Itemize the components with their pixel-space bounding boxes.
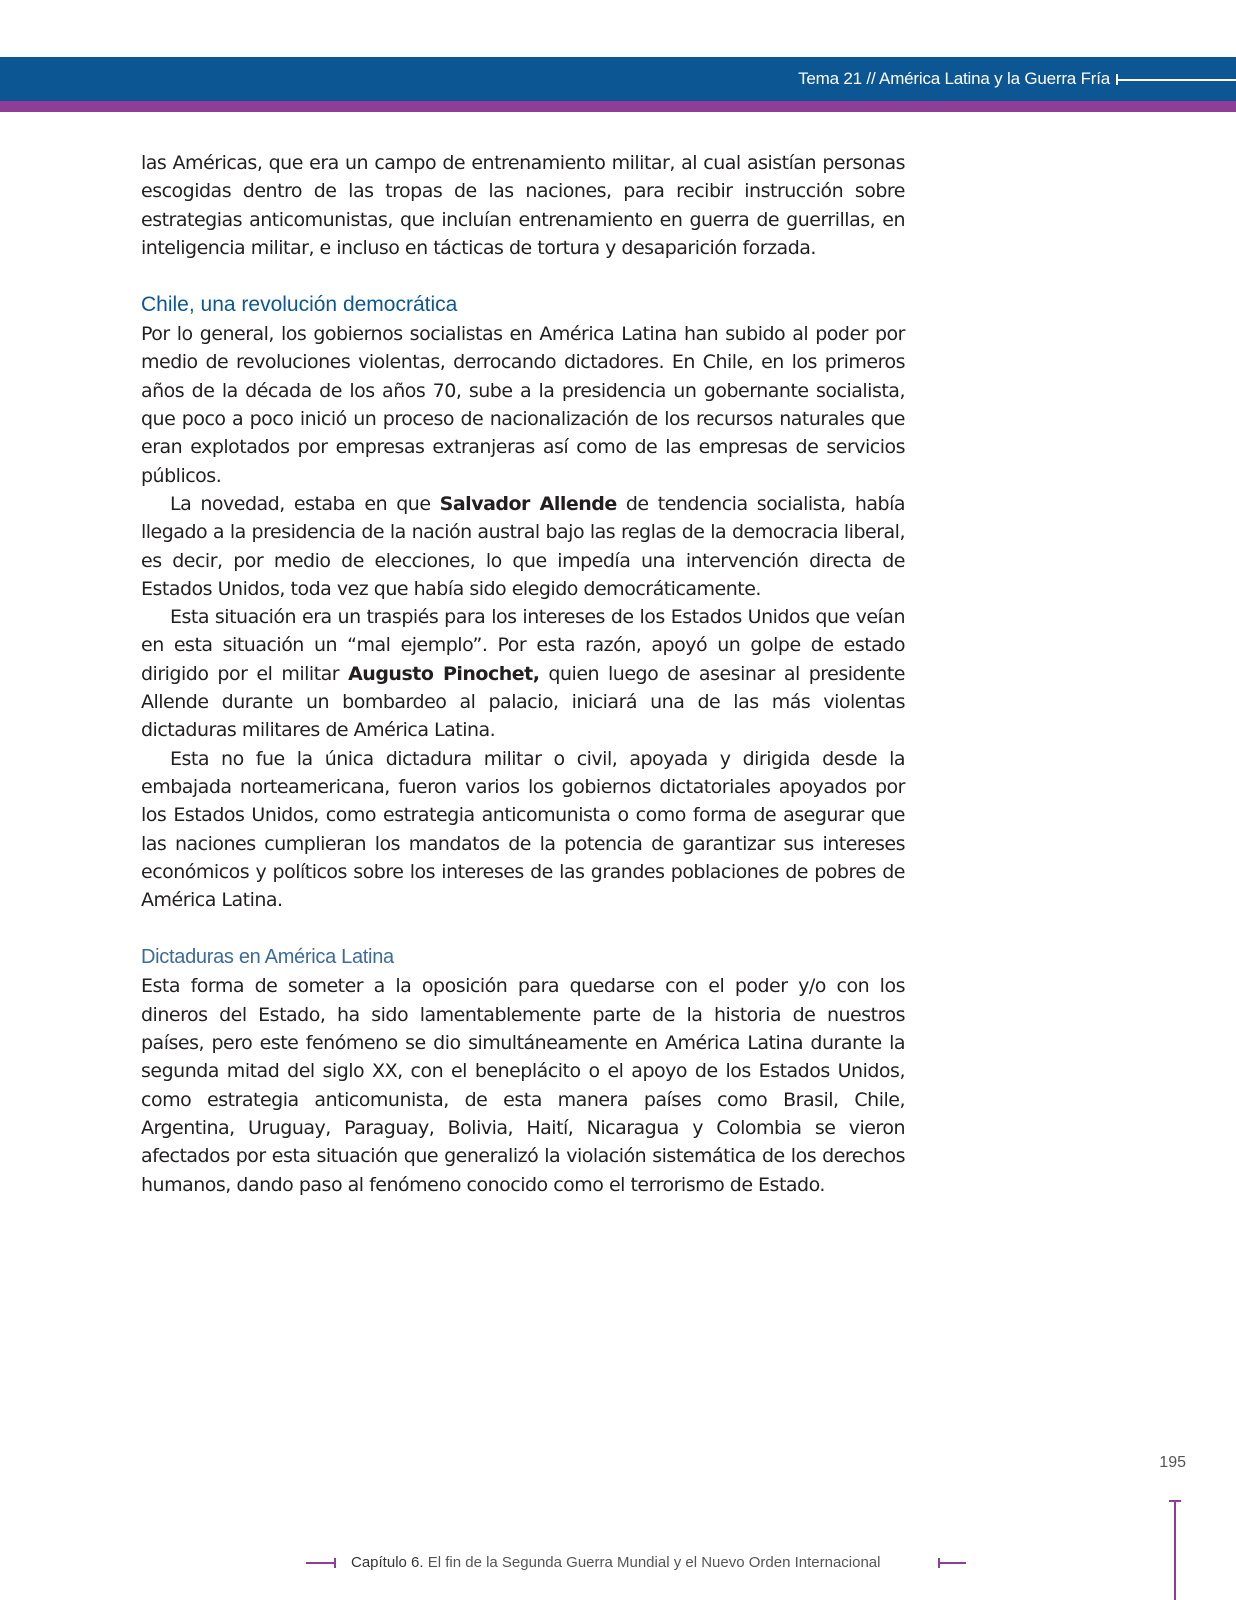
paragraph-text: Esta situación era un traspiés para los intereses de los Estados Unidos que veían en esta situación un “mal ejemplo”. Por esta razón, apoyó un golpe de estado dirigido por el militar [141, 606, 905, 685]
bold-name-allende: Salvador Allende [439, 492, 617, 515]
paragraph: Por lo general, los gobiernos socialistas en América Latina han subido al poder por medio de revoluciones violentas, derrocando dictadores. En Chile, en los primeros años de la década de los años 70, sube a la presidencia un gobernante socialista, que poco a poco inició un proceso de nacionalización de los recursos naturales que eran explotados por empresas extranjeras así como de las empresas de servicios públicos. [141, 323, 905, 487]
footer-chapter-title: El fin de la Segunda Guerra Mundial y el Nuevo Orden Internacional [423, 1554, 881, 1571]
footer-right-rule-tick [938, 1558, 940, 1568]
section-heading-chile: Chile, una revolución democrática [141, 293, 458, 317]
bold-name-pinochet: Augusto Pinochet, [348, 662, 540, 685]
paragraph [141, 603, 905, 744]
footer-chapter [351, 1551, 880, 1575]
footer-left-rule [306, 1562, 336, 1564]
header-stripe [0, 101, 1236, 112]
header-rule-tick [1116, 74, 1118, 85]
page-content [141, 149, 905, 1199]
paragraph: las Américas, que era un campo de entrenamiento militar, al cual asistían personas escogidas dentro de las tropas de las naciones, para recibir instrucción sobre estrategias anticomunistas, que incluían entrenamiento en guerra de guerrillas, en inteligencia militar, e incluso en tácticas de tortura y desaparición forzada. [141, 152, 905, 259]
paragraph-text: La novedad, estaba en que [170, 492, 440, 515]
footer-right-rule [938, 1562, 966, 1564]
running-header-title: Tema 21 // América Latina y la Guerra Fría [798, 69, 1110, 88]
paragraph: Esta forma de someter a la oposición para quedarse con el poder y/o con los dineros del Estado, ha sido lamentablemente parte de la historia de nuestros países, pero este fenómeno se dio simultáneamente en América Latina durante la segunda mitad del siglo XX, con el beneplácito o el apoyo de los Estados Unidos, como estrategia anticomunista, de esta manera países como Brasil, Chile, Argentina, Uruguay, Paraguay, Bolivia, Haití, Nicaragua y Colombia se vieron afectados por esta situación que generalizó la violación sistemática de los derechos humanos, dando paso al fenómeno conocido como el terrorismo de Estado. [141, 975, 905, 1196]
paragraph [141, 490, 905, 603]
paragraph-text: quien luego de asesinar al presidente Allende durante un bombardeo al palacio, iniciará una de las más violentas dictaduras militares de América Latina. [141, 662, 905, 742]
footer [0, 1551, 1236, 1575]
page-number: 195 [1159, 1454, 1186, 1471]
side-rule-tick [1169, 1500, 1181, 1502]
footer-chapter-label: Capítulo 6. [351, 1554, 424, 1571]
footer-left-rule-tick [334, 1558, 336, 1568]
paragraph: Esta no fue la única dictadura militar o civil, apoyada y dirigida desde la embajada norteamericana, fueron varios los gobiernos dictatoriales apoyados por los Estados Unidos, como estrategia anticomunista o como forma de asegurar que las naciones cumplieran los mandatos de la potencia de garantizar sus intereses económicos y políticos sobre los intereses de las grandes poblaciones de pobres de América Latina. [141, 747, 905, 912]
header-rule [1116, 79, 1236, 81]
section-heading-dictaduras: Dictaduras en América Latina [141, 946, 394, 969]
side-rule [1174, 1500, 1176, 1600]
paragraph-text: de tendencia socialista, había llegado a la presidencia de la nación austral bajo las reglas de la democracia liberal, es decir, por medio de elecciones, lo que impedía una intervención directa de Estados Unidos, toda vez que había sido elegido democráticamente. [141, 492, 905, 600]
